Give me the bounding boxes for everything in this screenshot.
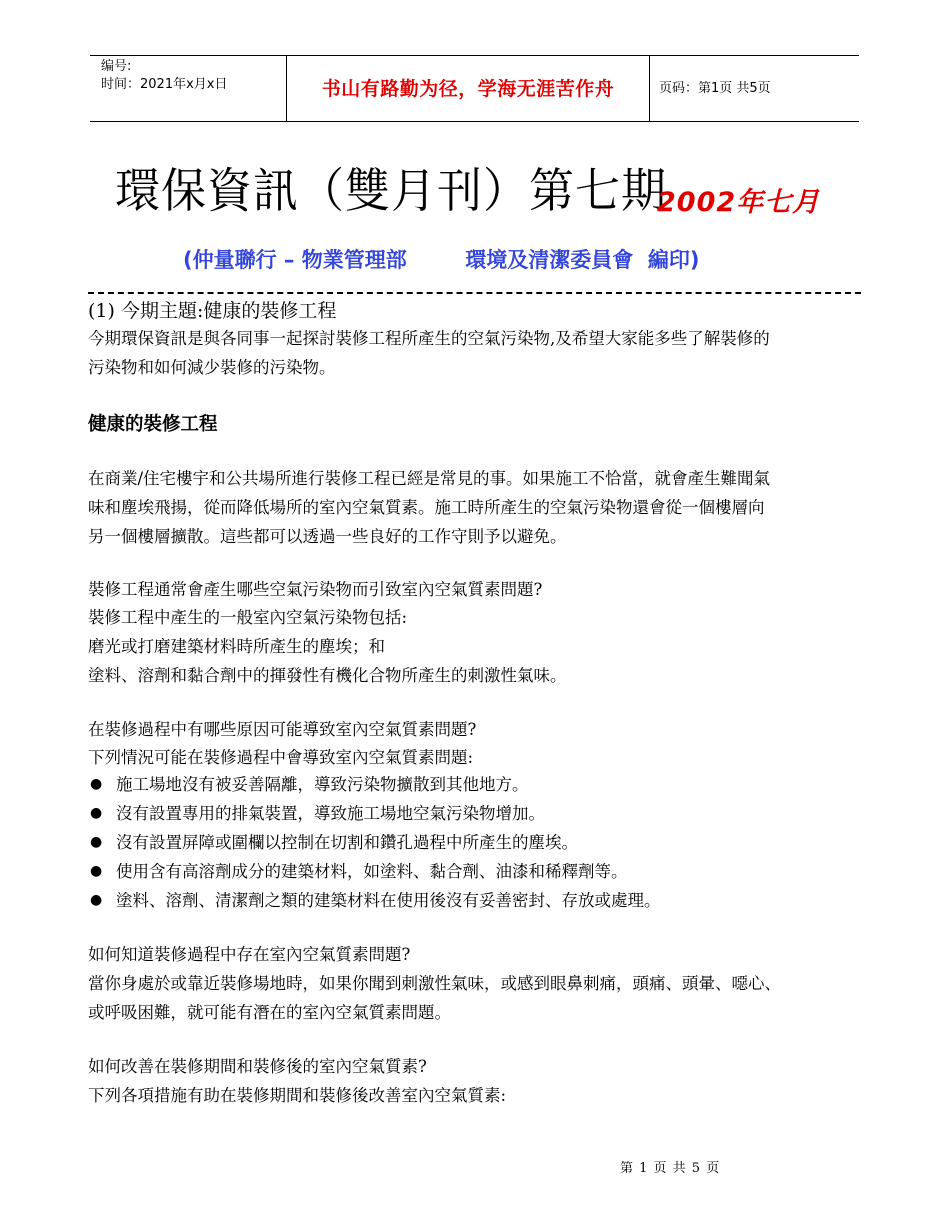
paragraph-line: 或呼吸困難，就可能有潛在的室內空氣質素問題。 <box>88 1003 451 1022</box>
bullet-icon: ● <box>90 892 103 908</box>
list-item: 使用含有高溶劑成分的建築材料，如塗料、黏合劑、油漆和稀釋劑等。 <box>116 862 628 881</box>
section-heading: (1) 今期主題:健康的裝修工程 <box>88 300 337 322</box>
paragraph-line: 下列各項措施有助在裝修期間和裝修後改善室內空氣質素: <box>88 1086 507 1105</box>
question-line: 在裝修過程中有哪些原因可能導致室內空氣質素問題? <box>88 720 477 739</box>
paragraph-line: 塗料、溶劑和黏合劑中的揮發性有機化合物所產生的刺激性氣味。 <box>88 666 567 685</box>
paragraph-line: 另一個樓層擴散。這些都可以透過一些良好的工作守則予以避免。 <box>88 527 567 546</box>
issue-date: 2002年七月 <box>657 187 821 218</box>
header-motto: 书山有路勤为径，学海无涯苦作舟 <box>321 78 615 100</box>
paragraph-line: 味和塵埃飛揚，從而降低場所的室內空氣質素。施工時所產生的空氣污染物還會從一個樓層向 <box>88 498 765 517</box>
paragraph-line: 下列情況可能在裝修過程中會導致室內空氣質素問題: <box>88 748 474 767</box>
page-footer: 第 1 页 共 5 页 <box>620 1161 721 1176</box>
list-item: 施工場地沒有被妥善隔離，導致污染物擴散到其他地方。 <box>116 775 529 794</box>
article-heading: 健康的裝修工程 <box>88 414 218 435</box>
header-page-info: 页码：第1页 共5页 <box>659 81 771 96</box>
bullet-icon: ● <box>90 863 103 879</box>
dashed-divider <box>88 292 861 294</box>
paragraph-line: 在商業/住宅樓宇和公共場所進行裝修工程已經是常見的事。如果施工不恰當，就會產生難聞氣 <box>88 469 771 488</box>
bullet-icon: ● <box>90 834 103 850</box>
question-line: 裝修工程通常會產生哪些空氣污染物而引致室內空氣質素問題? <box>88 580 543 599</box>
intro-line-1: 今期環保資訊是與各同事一起探討裝修工程所產生的空氣污染物,及希望大家能多些了解裝修的 <box>88 329 770 348</box>
paragraph-line: 磨光或打磨建築材料時所產生的塵埃；和 <box>88 637 385 656</box>
paragraph-line: 當你身處於或靠近裝修場地時，如果你聞到刺激性氣味，或感到眼鼻刺痛，頭痛、頭暈、噁心、 <box>88 974 781 993</box>
question-line: 如何改善在裝修期間和裝修後的室內空氣質素? <box>88 1057 427 1076</box>
list-item: 塗料、溶劑、清潔劑之類的建築材料在使用後沒有妥善密封、存放或處理。 <box>116 891 661 910</box>
list-item: 沒有設置專用的排氣裝置，導致施工場地空氣污染物增加。 <box>116 804 545 823</box>
newsletter-title: 環保資訊（雙月刊）第七期 <box>115 163 668 219</box>
bullet-icon: ● <box>90 805 103 821</box>
header-bottom-rule <box>90 121 859 122</box>
intro-line-2: 污染物和如何減少裝修的污染物。 <box>88 358 336 377</box>
header-divider-right <box>649 55 650 121</box>
publisher-subtitle: (仲量聯行 – 物業管理部 環境及清潔委員會 編印) <box>183 248 700 272</box>
header-time-label: 时间：2021年x月x日 <box>101 77 228 92</box>
bullet-icon: ● <box>90 776 103 792</box>
header-top-rule <box>90 55 859 56</box>
list-item: 沒有設置屏障或圍欄以控制在切割和鑽孔過程中所產生的塵埃。 <box>116 833 578 852</box>
paragraph-line: 裝修工程中產生的一般室內空氣污染物包括: <box>88 608 408 627</box>
question-line: 如何知道裝修過程中存在室內空氣質素問題? <box>88 945 411 964</box>
header-code-label: 编号: <box>101 59 132 74</box>
